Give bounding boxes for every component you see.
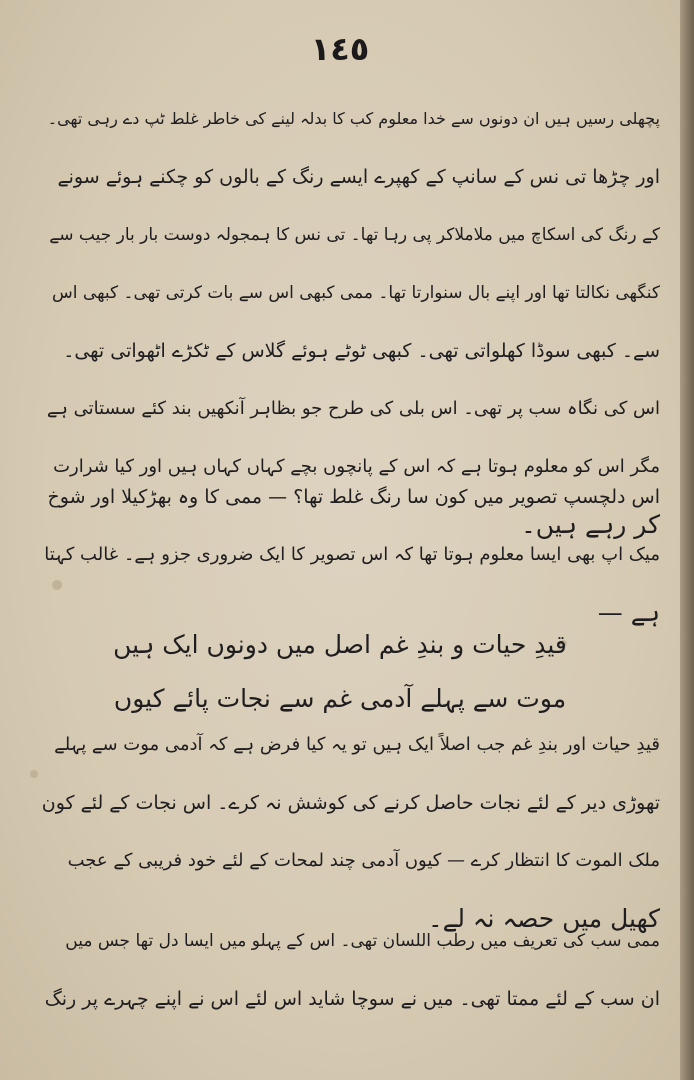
text-line: تھوڑی دیر کے لئے نجات حاصل کرنے کی کوشش نہ کرے۔ اس نجات کے لئے کون	[41, 792, 660, 814]
text-line: اور چڑھا تی نس کے سانپ کے کھپرے ایسے رنگ کے بالوں کو چکنے ہوئے سونے	[57, 166, 660, 188]
paragraph-2	[40, 468, 660, 642]
page-number: ١٤٥	[310, 30, 370, 68]
text-line: کنگھی نکالتا تھا اور اپنے بال سنوارتا تھا۔ ممی کبھی اس سے بات کرتی تھی۔ کبھی اس	[52, 283, 660, 303]
text-line: قیدِ حیات اور بندِ غم جب اصلاً ایک ہیں تو یہ کیا فرض ہے کہ آدمی موت سے پہلے	[54, 734, 660, 755]
paper-stain	[30, 770, 38, 778]
text-line: کھیل میں حصہ نہ لے۔	[428, 904, 660, 933]
text-line: اس کی نگاہ سب پر تھی۔ اس بلی کی طرح جو بظاہر آنکھیں بند کئے سستاتی ہے	[46, 398, 660, 419]
text-line: کر رہے ہیں۔	[521, 510, 660, 539]
verse-line: قیدِ حیات و بندِ غم اصل میں دونوں ایک ہیں	[113, 630, 567, 659]
paragraph-4	[40, 912, 660, 1028]
text-line: مگر اس کو معلوم ہوتا ہے کہ اس کے پانچوں بچے کہاں کہاں ہیں اور کیا شرارت	[53, 456, 660, 477]
text-line: پچھلی رسیں ہیں ان دونوں سے خدا معلوم کب کا بدلہ لینے کی خاطر غلط ٹپ دے رہی تھی۔	[47, 109, 660, 128]
text-line: میک اپ بھی ایسا معلوم ہوتا تھا کہ اس تصویر کا ایک ضروری جزو ہے۔ غالب کہتا	[44, 544, 660, 565]
verse-couplet	[0, 618, 680, 726]
text-line: ممی سب کی تعریف میں رطب اللسان تھی۔ اس کے پہلو میں ایسا دل تھا جس میں	[65, 931, 660, 951]
verse-line: موت سے پہلے آدمی غم سے نجات پائے کیوں	[113, 684, 567, 713]
text-line: سے۔ کبھی سوڈا کھلواتی تھی۔ کبھی ٹوٹے ہوئے گلاس کے ٹکڑے اٹھواتی تھی۔	[63, 340, 660, 362]
text-line: کے رنگ کی اسکاچ میں ملاملاکر پی رہا تھا۔ تی نس کا ہمجولہ دوست بار بار جیب سے	[49, 225, 660, 245]
text-line: ہے —	[597, 598, 660, 627]
text-line: اس دلچسپ تصویر میں کون سا رنگ غلط تھا؟ — ممی کا وہ بھڑکیلا اور شوخ	[47, 486, 660, 508]
text-line: ملک الموت کا انتظار کرے — کیوں آدمی چند لمحات کے لئے خود فریبی کے عجب	[67, 850, 660, 871]
page-edge-shadow	[680, 0, 694, 1080]
text-line: ان سب کے لئے ممتا تھی۔ میں نے سوچا شاید اس لئے اس نے اپنے چہرے پر رنگ	[44, 988, 660, 1010]
